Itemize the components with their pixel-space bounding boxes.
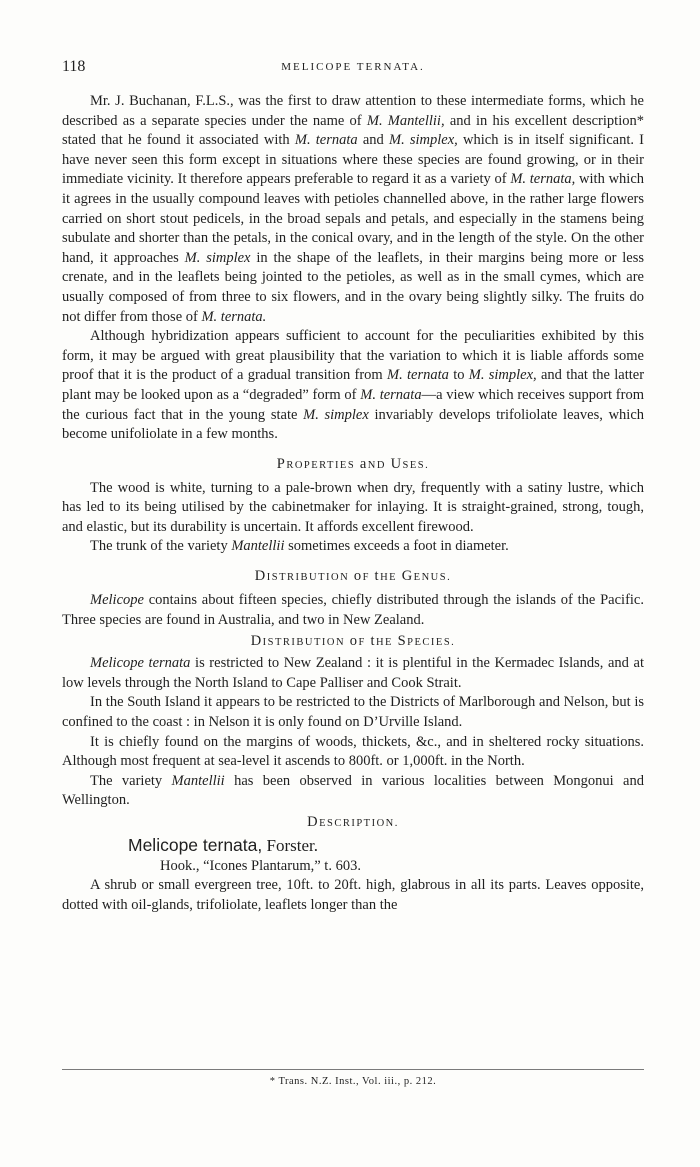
paragraph-intermediate-forms: Mr. J. Buchanan, F.L.S., was the first to draw attention to these intermediate forms, which he described as a separate species under the name of M. Mantellii, and in his excellent description* stated that he found it associated with M. ternata and M. simplex, which is in itself significant. I have never seen this form except in situations where these species are found growing, or in their immediate vicinity. It therefore appears preferable to regard it as a variety of M. ternata, with which it agrees in the usually compound leaves with petioles channelled above, in the rather large flowers carried on short stout pedicels, in the broad sepals and petals, and especially in the stamens being subulate and shorter than the petals, in the conical ovary, and in the length of the style. On the other hand, it approaches M. simplex in the shape of the leaflets, in their margins being more or less crenate, and in the leaflets being jointed to the petioles, as well as in the small cymes, which are usually composed of from three to six flowers, and in the ovary being slightly silky. The fruits do not differ from those of M. ternata. [62,93,645,325]
paragraph-variety-localities: The variety Mantellii has been observed in various localities between Mongonui and Wellington. [62,772,644,809]
paragraph-genus: Melicope contains about fifteen species, chiefly distributed through the islands of the Pacific. Three species are found in Australia, and two in New Zealand. [62,592,644,628]
heading-properties-and-uses: PROPERTIES aND USES. [276,455,430,472]
paragraph-hybridization: Although hybridization appears sufficient to account for the peculiarities exhibited by this form, it may be argued with great plausibility that the variation to which it is liable affords some proof that it is the product of a gradual transition from M. ternata to M. simplex, and that the latter plant may be looked upon as a “degraded” form of M. ternata—a view which receives support from the curious fact that in the young state M. simplex invariably develops trifoliolate leaves, which become unifoliolate in a few months. [62,328,645,443]
species-reference: Hook., “Icones Plantarum,” t. 603. [160,858,361,874]
species-name: Melicope ternata, [128,835,263,855]
heading-description: DESCRIPTION. [307,814,399,830]
paragraph-habitat: It is chiefly found on the margins of woods, thickets, &c., and in sheltered rocky situations. Although most frequent at sea-level it ascends to 800ft. or 1,000ft. in the North. [62,733,644,770]
running-head [62,58,644,82]
running-title: MELICOPE TERNATA. [281,61,425,73]
paragraph-south-island: In the South Island it appears to be restricted to the Districts of Marlborough and Nelson, but is confined to the coast : in Nelson it is only found on D’Urville Island. [62,694,644,731]
heading-distribution-genus: DISTRIBUTION oF tHE GENUS. [254,568,452,585]
paragraph-description: A shrub or small evergreen tree, 10ft. to 20ft. high, glabrous in all its parts. Leaves opposite, dotted with oil-glands, trifoliolate, leaflets longer than the [62,877,644,913]
footnote-rule [62,1069,644,1070]
heading-distribution-species: DISTRIBUTION oF tHE SPECIES. [250,633,456,650]
paragraph-wood: The wood is white, turning to a pale-brown when dry, frequently with a satiny lustre, which has led to its being utilised by the cabinetmaker for inlaying. It is straight-grained, strong, tough, and elastic, but its durability is uncertain. It affords excellent firewood. [62,479,644,535]
species-author: Forster. [266,836,318,855]
footnote: * Trans. N.Z. Inst., Vol. iii., p. 212. [269,1076,437,1087]
page-number: 118 [62,58,86,75]
species-heading [128,835,644,856]
paragraph-trunk: The trunk of the variety Mantellii sometimes exceeds a foot in diameter. [90,538,509,555]
page [62,58,644,915]
paragraph-new-zealand: Melicope ternata is restricted to New Zealand : it is plentiful in the Kermadec Islands, and at low levels through the North Island to Cape Palliser and Cook Strait. [62,655,644,691]
